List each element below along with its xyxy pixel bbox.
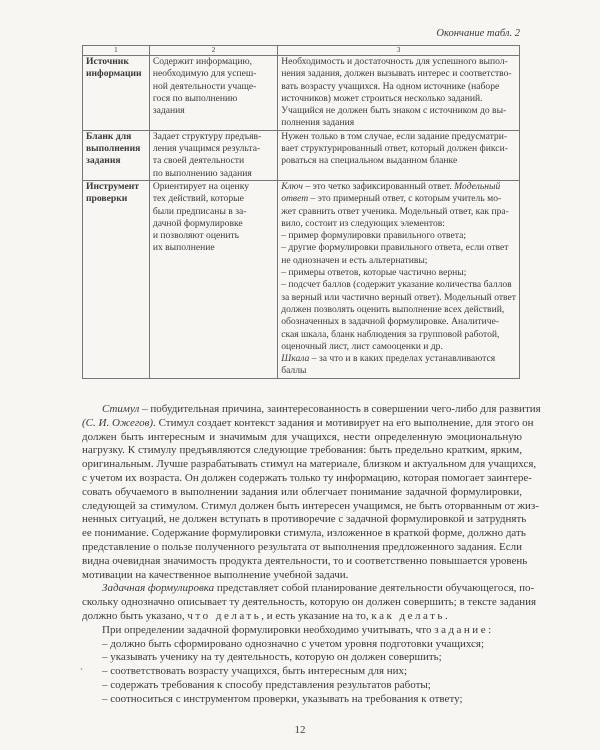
text-line — [82, 486, 522, 500]
cell-line: дачной формулировке — [152, 217, 243, 229]
cell-line — [281, 292, 516, 304]
text-run: ее понимание. Содержание формулировки стимула, изложенное в краткой форме, должно дать — [82, 527, 526, 540]
text-run: оригинальным. Лучше разрабатывать стимул на материале, близком и актуальном для учащихся, — [82, 458, 537, 471]
table-cell-c1 — [83, 180, 150, 378]
cell-line: та своей деятельности — [152, 155, 245, 167]
text-run: – содержать требования к способу представления результатов работы; — [102, 678, 431, 691]
cell-line — [281, 131, 516, 143]
cell-line — [281, 316, 516, 328]
text-run: При определении задачной формулировки необходимо учитывать, что — [102, 623, 435, 636]
cell-line — [281, 93, 516, 105]
text-run: скольку однозначно описывает ту деятельность, которую он должен совершить; в тексте задания — [82, 596, 537, 609]
cell-line — [281, 181, 516, 193]
text-run: не однозначен и есть альтернативы; — [281, 254, 428, 266]
cell-line — [281, 155, 516, 167]
scan-mark: ` — [80, 667, 83, 677]
text-run: жет сравнить ответ ученика. Модельный ответ, как пра- — [281, 205, 509, 217]
cell-line: Инструмент — [86, 180, 139, 192]
cell-line — [281, 304, 516, 316]
cell-line: были предписаны в за- — [152, 205, 247, 217]
text-run: Нужен только в том случае, если задание предусматри- — [281, 130, 508, 142]
table-cell-c2 — [149, 56, 277, 131]
table-row — [83, 130, 520, 180]
text-run: – побудительная причина, заинтересованность в совершении чего-либо для развития — [139, 403, 541, 415]
text-run: – соответствовать возрасту учащихся, быть интересным для них; — [102, 665, 408, 678]
italic-term: ответ — [281, 193, 309, 205]
text-run: должен позволять оценить выполнение всех действий, — [281, 303, 505, 315]
column-number: 2 — [149, 46, 277, 56]
spaced-emphasis: как делать — [371, 609, 445, 622]
text-run: оценочный лист, лист самооценки и др. — [281, 340, 443, 352]
text-run: – это четко зафиксированный ответ. — [302, 180, 455, 192]
text-line — [82, 610, 522, 624]
text-run: Учащийся не должен быть знаком с источником до вы- — [281, 105, 507, 117]
text-run: ская шкала, бланк наблюдения за групповой работой, — [281, 328, 500, 340]
text-run: : — [488, 623, 492, 636]
text-run: следующей за стимулом. Стимул должен быть интересен учащимся, не быть оторванным от жиз- — [82, 499, 539, 512]
table-cell-c3 — [278, 56, 520, 131]
text-run: мотивации на качественное выполнение учебной задачи. — [82, 568, 349, 581]
table-row — [83, 56, 520, 131]
text-line — [82, 569, 522, 583]
cell-line — [281, 267, 516, 279]
cell-line — [281, 341, 516, 353]
table-caption: Окончание табл. 2 — [436, 28, 520, 39]
table-cell-c3 — [278, 130, 520, 180]
italic-term: Стимул — [102, 403, 140, 415]
text-line — [82, 541, 522, 555]
text-run: полнения задания — [281, 117, 355, 129]
text-run: нения задания, должен вызывать интерес и соответство- — [281, 68, 512, 80]
text-line — [82, 665, 522, 679]
column-number: 1 — [83, 46, 150, 56]
cell-line: Бланк для — [86, 130, 132, 142]
text-line — [82, 582, 535, 596]
text-run: баллы — [281, 365, 307, 377]
text-line — [82, 499, 539, 514]
text-line — [82, 554, 528, 569]
text-line — [82, 596, 537, 610]
text-run: за верный или частично верный ответ). Модельный ответ — [281, 291, 516, 303]
text-run: должно быть указано, — [82, 609, 188, 622]
table-cell-c2 — [149, 130, 277, 180]
spaced-emphasis: что делать — [187, 609, 262, 622]
text-run: – должно быть сформировано однозначно с учетом уровня подготовки учащихся; — [102, 637, 485, 650]
cell-line: Источник — [86, 56, 129, 67]
cell-line: их выполнение — [152, 242, 215, 254]
cell-line — [281, 329, 516, 341]
italic-term: (С. И. Ожегов). — [82, 416, 156, 429]
text-run: источников) может строиться несколько заданий. — [281, 92, 483, 104]
text-line — [82, 624, 522, 638]
cell-line: гося по выполнению — [152, 92, 238, 104]
text-run: – примеры ответов, которые частично верны; — [281, 267, 467, 279]
cell-line: задания — [86, 155, 121, 167]
cell-line — [281, 143, 516, 155]
italic-term: Модельный — [454, 180, 501, 192]
table-cell-c2 — [149, 180, 277, 378]
text-run: видна очевидная значимость продукта деятельности, то и соответственно повышается уровень — [82, 554, 528, 567]
cell-line — [281, 242, 516, 254]
cell-line: необходимую для успеш- — [152, 68, 257, 80]
text-run: вает структурированный ответ, который должен фикси- — [281, 143, 508, 155]
text-run: вило, состоит из следующих элементов: — [281, 217, 445, 229]
cell-line — [281, 365, 516, 377]
text-run: – указывать ученику на ту деятельность, которую он должен совершить; — [102, 651, 442, 664]
table-header-row — [83, 46, 520, 56]
text-line — [82, 638, 522, 652]
text-line — [82, 431, 522, 445]
text-line — [82, 471, 532, 486]
cell-line — [281, 105, 516, 117]
table-row — [83, 180, 520, 378]
table-cell-c1 — [83, 56, 150, 131]
cell-line — [281, 279, 516, 291]
cell-line: информации — [86, 68, 142, 80]
cell-line: и позволяют оценить — [152, 230, 240, 242]
text-line — [82, 651, 522, 665]
table-cell-c3 — [278, 180, 520, 378]
text-line — [82, 527, 526, 541]
cell-line: Содержит информацию, — [152, 56, 253, 67]
text-run: представление о пользе полученного результата от выполнения предложенного задания. Если — [82, 540, 522, 553]
cell-line — [281, 230, 516, 242]
page-number: 12 — [294, 724, 306, 736]
cell-line — [281, 68, 516, 80]
text-line — [82, 403, 541, 417]
cell-line — [281, 255, 516, 267]
text-run: с учетом их возраста. Он должен содержать только ту информацию, которая помогает заинтере- — [82, 471, 532, 484]
cell-line — [281, 193, 516, 205]
text-line — [82, 679, 522, 693]
italic-term: Ключ — [281, 180, 303, 192]
cell-line: Задает структуру предъяв- — [152, 130, 262, 142]
text-run: . — [444, 609, 448, 622]
table-cell-c1 — [83, 130, 150, 180]
cell-line: тех действий, которые — [152, 193, 244, 205]
text-run: нагрузку. К стимулу предъявляются следующие требования: быть предельно кратким, ярким, — [82, 444, 522, 457]
cell-line: по выполнению задания — [152, 167, 252, 179]
cell-line — [281, 206, 516, 218]
cell-line — [281, 56, 516, 68]
text-run: – соотноситься с инструментом проверки, указывать на требования к ответу; — [102, 692, 463, 705]
cell-line: проверки — [86, 193, 128, 205]
cell-line — [281, 218, 516, 230]
italic-term: Задачная формулировка — [102, 582, 215, 595]
text-run: представляет собой планирование деятельности обучающегося, по- — [214, 582, 535, 595]
text-run: Необходимость и достаточность для успешного выпол- — [281, 56, 508, 67]
text-run: Стимул создает контекст задания и мотивирует на его выполнение, для этого он — [155, 416, 534, 429]
text-run: вать возрасту учащихся. На одном источнике (наборе — [281, 80, 500, 92]
cell-line: Ориентирует на оценку — [152, 180, 250, 192]
text-run: обозначенных в задачной формулировке. Аналитиче- — [281, 316, 500, 328]
cell-line: задания — [152, 105, 185, 117]
column-number: 3 — [278, 46, 520, 56]
text-run: – за что и в каких пределах устанавливаются — [309, 353, 496, 365]
spaced-emphasis: задание — [434, 623, 489, 636]
cell-line: ления учащимся результа- — [152, 143, 261, 155]
italic-term: Шкала — [281, 353, 310, 365]
text-line — [82, 513, 527, 527]
cell-line — [281, 117, 516, 129]
text-run: ненных ситуаций, не должен вступать в противоречие с задачной формулировкой и затруднять — [82, 513, 527, 526]
cell-line: выполнения — [86, 143, 141, 155]
text-run: – подсчет баллов (содержит указание количества баллов — [281, 279, 512, 291]
text-run: – пример формулировки правильного ответа; — [281, 230, 466, 242]
text-run: , и есть указание на то, — [261, 609, 372, 622]
criteria-table — [82, 45, 520, 379]
cell-line — [281, 353, 516, 365]
text-line — [82, 444, 522, 458]
text-line — [82, 458, 537, 472]
text-run: роваться на специальном выданном бланке — [281, 155, 458, 167]
text-line — [82, 416, 534, 431]
text-run: совать обучаемого в выполнении задания или облегчает понимание задачной формулировки, — [82, 485, 522, 498]
cell-line — [281, 81, 516, 93]
text-run: должен быть интересным и значимым для учащихся, нести определенную эмоциональную — [82, 430, 522, 443]
cell-line: ной деятельности учаще- — [152, 80, 257, 92]
text-run: – это примерный ответ, с которым учитель мо- — [308, 193, 502, 205]
body-text — [82, 403, 541, 707]
text-run: – другие формулировки правильного ответа, если ответ — [281, 242, 509, 254]
text-line — [82, 693, 522, 707]
